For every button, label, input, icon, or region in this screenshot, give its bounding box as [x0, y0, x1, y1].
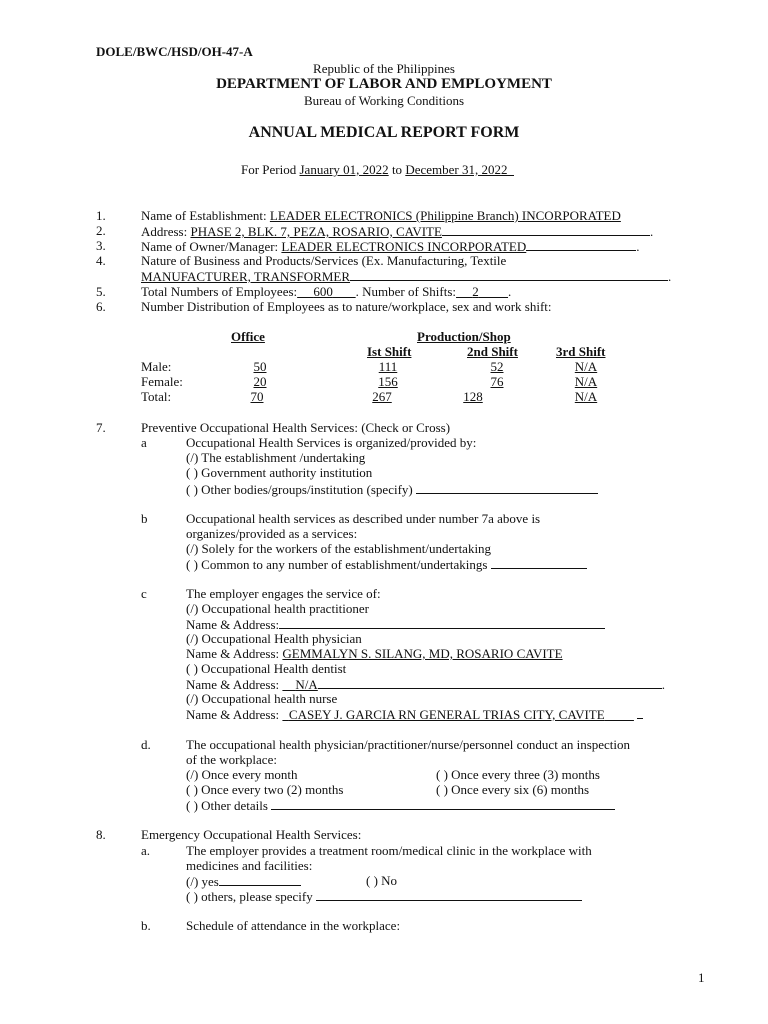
- section-7a-text: Occupational Health Services is organized/provided by:: [186, 435, 477, 450]
- section-7c-text: The employer engages the service of:: [186, 586, 381, 601]
- form-title: ANNUAL MEDICAL REPORT FORM: [248, 124, 520, 141]
- inspection-monthly: (/) Once every month: [186, 767, 298, 782]
- period-line: [241, 162, 514, 177]
- female-shift2: 76: [490, 374, 504, 389]
- dentist-option: ( ) Occupational Health dentist: [186, 661, 347, 676]
- male-office: 50: [253, 359, 267, 374]
- period-from: January 01, 2022: [299, 162, 389, 177]
- section-7b-option-2: ( ) Common to any number of establishment/undertakings: [186, 557, 488, 572]
- period-prefix: For Period: [241, 162, 297, 177]
- item-4-label: Nature of Business and Products/Services (Ex. Manufacturing, Textile: [141, 253, 507, 268]
- female-shift1: 156: [378, 374, 398, 389]
- item-1-row: [141, 208, 621, 223]
- item-2-number: 2.: [96, 223, 106, 238]
- dentist-name-row: Name & Address: N/A .: [186, 677, 666, 692]
- item-5-number: 5.: [96, 284, 106, 299]
- section-8a-letter: a.: [141, 843, 151, 858]
- section-7a-letter: a: [141, 435, 147, 450]
- male-shift2: 52: [490, 359, 504, 374]
- nurse-option: (/) Occupational health nurse: [186, 691, 338, 706]
- section-7a-option-2: ( ) Government authority institution: [186, 465, 373, 480]
- inspection-other: ( ) Other details: [186, 798, 268, 813]
- section-7b-option-1: (/) Solely for the workers of the establishment/undertaking: [186, 541, 492, 556]
- female-label: Female:: [141, 374, 183, 389]
- nature-of-business: MANUFACTURER, TRANSFORMER: [141, 269, 351, 284]
- total-label: Total:: [141, 389, 172, 404]
- inspection-six-months: ( ) Once every six (6) months: [436, 782, 590, 797]
- inspection-three-months: ( ) Once every three (3) months: [436, 767, 600, 782]
- total-shift3: N/A: [574, 389, 598, 404]
- department-name: DEPARTMENT OF LABOR AND EMPLOYMENT: [216, 76, 552, 92]
- item-6-label: Number Distribution of Employees as to nature/workplace, sex and work shift:: [141, 299, 552, 314]
- shift3-header: 3rd Shift: [556, 344, 606, 359]
- item-2-row: Address: PHASE 2, BLK. 7, PEZA, ROSARIO, CAVITE .: [141, 224, 654, 239]
- office-header: Office: [231, 329, 265, 344]
- total-shift2: 128: [463, 389, 483, 404]
- shifts-label: Number of Shifts:: [362, 284, 457, 299]
- section-7c-letter: c: [141, 586, 147, 601]
- section-7b-letter: b: [141, 511, 148, 526]
- bureau-name: Bureau of Working Conditions: [303, 93, 465, 108]
- republic-line: Republic of the Philippines: [313, 61, 455, 76]
- item-2-label: Address:: [141, 224, 188, 239]
- total-office: 70: [250, 389, 264, 404]
- clinic-yes-row: [186, 873, 301, 889]
- period-to-word: to: [391, 162, 403, 177]
- nurse-name-row: [186, 706, 643, 722]
- section-7-number: 7.: [96, 420, 106, 435]
- establishment-name: LEADER ELECTRONICS (Philippine Branch) INCORPORATED: [269, 208, 621, 223]
- section-8-number: 8.: [96, 827, 106, 842]
- item-1-label: Name of Establishment:: [141, 208, 267, 223]
- section-7b-line-1: Occupational health services as described under number 7a above is: [186, 511, 541, 526]
- nurse-name-label: Name & Address:: [186, 707, 280, 722]
- physician-name-value: GEMMALYN S. SILANG, MD, ROSARIO CAVITE: [282, 646, 563, 661]
- nurse-name-value: CASEY J. GARCIA RN GENERAL TRIAS CITY, CAVITE: [288, 707, 605, 722]
- number-of-shifts: 2: [472, 284, 479, 299]
- section-8-title: Emergency Occupational Health Services:: [141, 827, 362, 842]
- item-5-row: Total Numbers of Employees: 600 . Number of Shifts: 2 .: [141, 284, 512, 299]
- female-office: 20: [253, 374, 267, 389]
- item-3-number: 3.: [96, 238, 106, 253]
- male-shift3: N/A: [574, 359, 598, 374]
- section-8a-line-2: medicines and facilities:: [186, 858, 313, 873]
- section-7b-option-2-row: [186, 556, 587, 572]
- total-shift1: 267: [372, 389, 392, 404]
- total-employees: 600: [313, 284, 333, 299]
- shift1-header: Ist Shift: [367, 344, 412, 359]
- inspection-two-months: ( ) Once every two (2) months: [186, 782, 344, 797]
- practitioner-option: (/) Occupational health practitioner: [186, 601, 370, 616]
- practitioner-name-row: [186, 616, 605, 632]
- physician-name-row: [186, 646, 563, 661]
- inspection-other-row: [186, 797, 615, 813]
- clinic-yes: (/) yes: [186, 874, 219, 889]
- physician-option: (/) Occupational Health physician: [186, 631, 362, 646]
- clinic-others-row: [186, 888, 582, 904]
- clinic-no: ( ) No: [366, 873, 398, 888]
- owner-manager: LEADER ELECTRONICS INCORPORATED: [281, 239, 527, 254]
- female-shift3: N/A: [574, 374, 598, 389]
- section-7d-letter: d.: [141, 737, 151, 752]
- section-8b-text: Schedule of attendance in the workplace:: [186, 918, 401, 933]
- section-7a-option-3: ( ) Other bodies/groups/institution (specify): [186, 482, 413, 497]
- physician-name-label: Name & Address:: [186, 646, 280, 661]
- section-7b-line-2: organizes/provided as a services:: [186, 526, 358, 541]
- establishment-address: PHASE 2, BLK. 7, PEZA, ROSARIO, CAVITE: [190, 224, 442, 239]
- dentist-name-value: N/A: [295, 677, 318, 692]
- clinic-others: ( ) others, please specify: [186, 889, 313, 904]
- section-8a-line-1: The employer provides a treatment room/medical clinic in the workplace with: [186, 843, 592, 858]
- item-1-number: 1.: [96, 208, 106, 223]
- period-to: December 31, 2022: [405, 162, 508, 177]
- practitioner-name-label: Name & Address:: [186, 617, 280, 632]
- item-4-value-row: MANUFACTURER, TRANSFORMER .: [141, 269, 672, 284]
- section-7d-line-2: of the workplace:: [186, 752, 277, 767]
- section-7a-option-3-row: [186, 481, 598, 497]
- dentist-name-label: Name & Address:: [186, 677, 280, 692]
- section-7d-line-1: The occupational health physician/practitioner/nurse/personnel conduct an inspection: [186, 737, 631, 752]
- section-7a-option-1: (/) The establishment /undertaking: [186, 450, 366, 465]
- production-header: Production/Shop: [417, 329, 511, 344]
- item-3-row: Name of Owner/Manager: LEADER ELECTRONICS INCORPORATED .: [141, 239, 640, 254]
- item-6-number: 6.: [96, 299, 106, 314]
- item-4-number: 4.: [96, 253, 106, 268]
- employees-label: Total Numbers of Employees:: [141, 284, 298, 299]
- form-code: DOLE/BWC/HSD/OH-47-A: [96, 44, 253, 59]
- shift2-header: 2nd Shift: [467, 344, 518, 359]
- section-7-title: Preventive Occupational Health Services: (Check or Cross): [141, 420, 451, 435]
- page-number: 1: [698, 970, 705, 985]
- male-label: Male:: [141, 359, 172, 374]
- section-8b-letter: b.: [141, 918, 151, 933]
- male-shift1: 111: [378, 359, 398, 374]
- item-3-label: Name of Owner/Manager:: [141, 239, 279, 254]
